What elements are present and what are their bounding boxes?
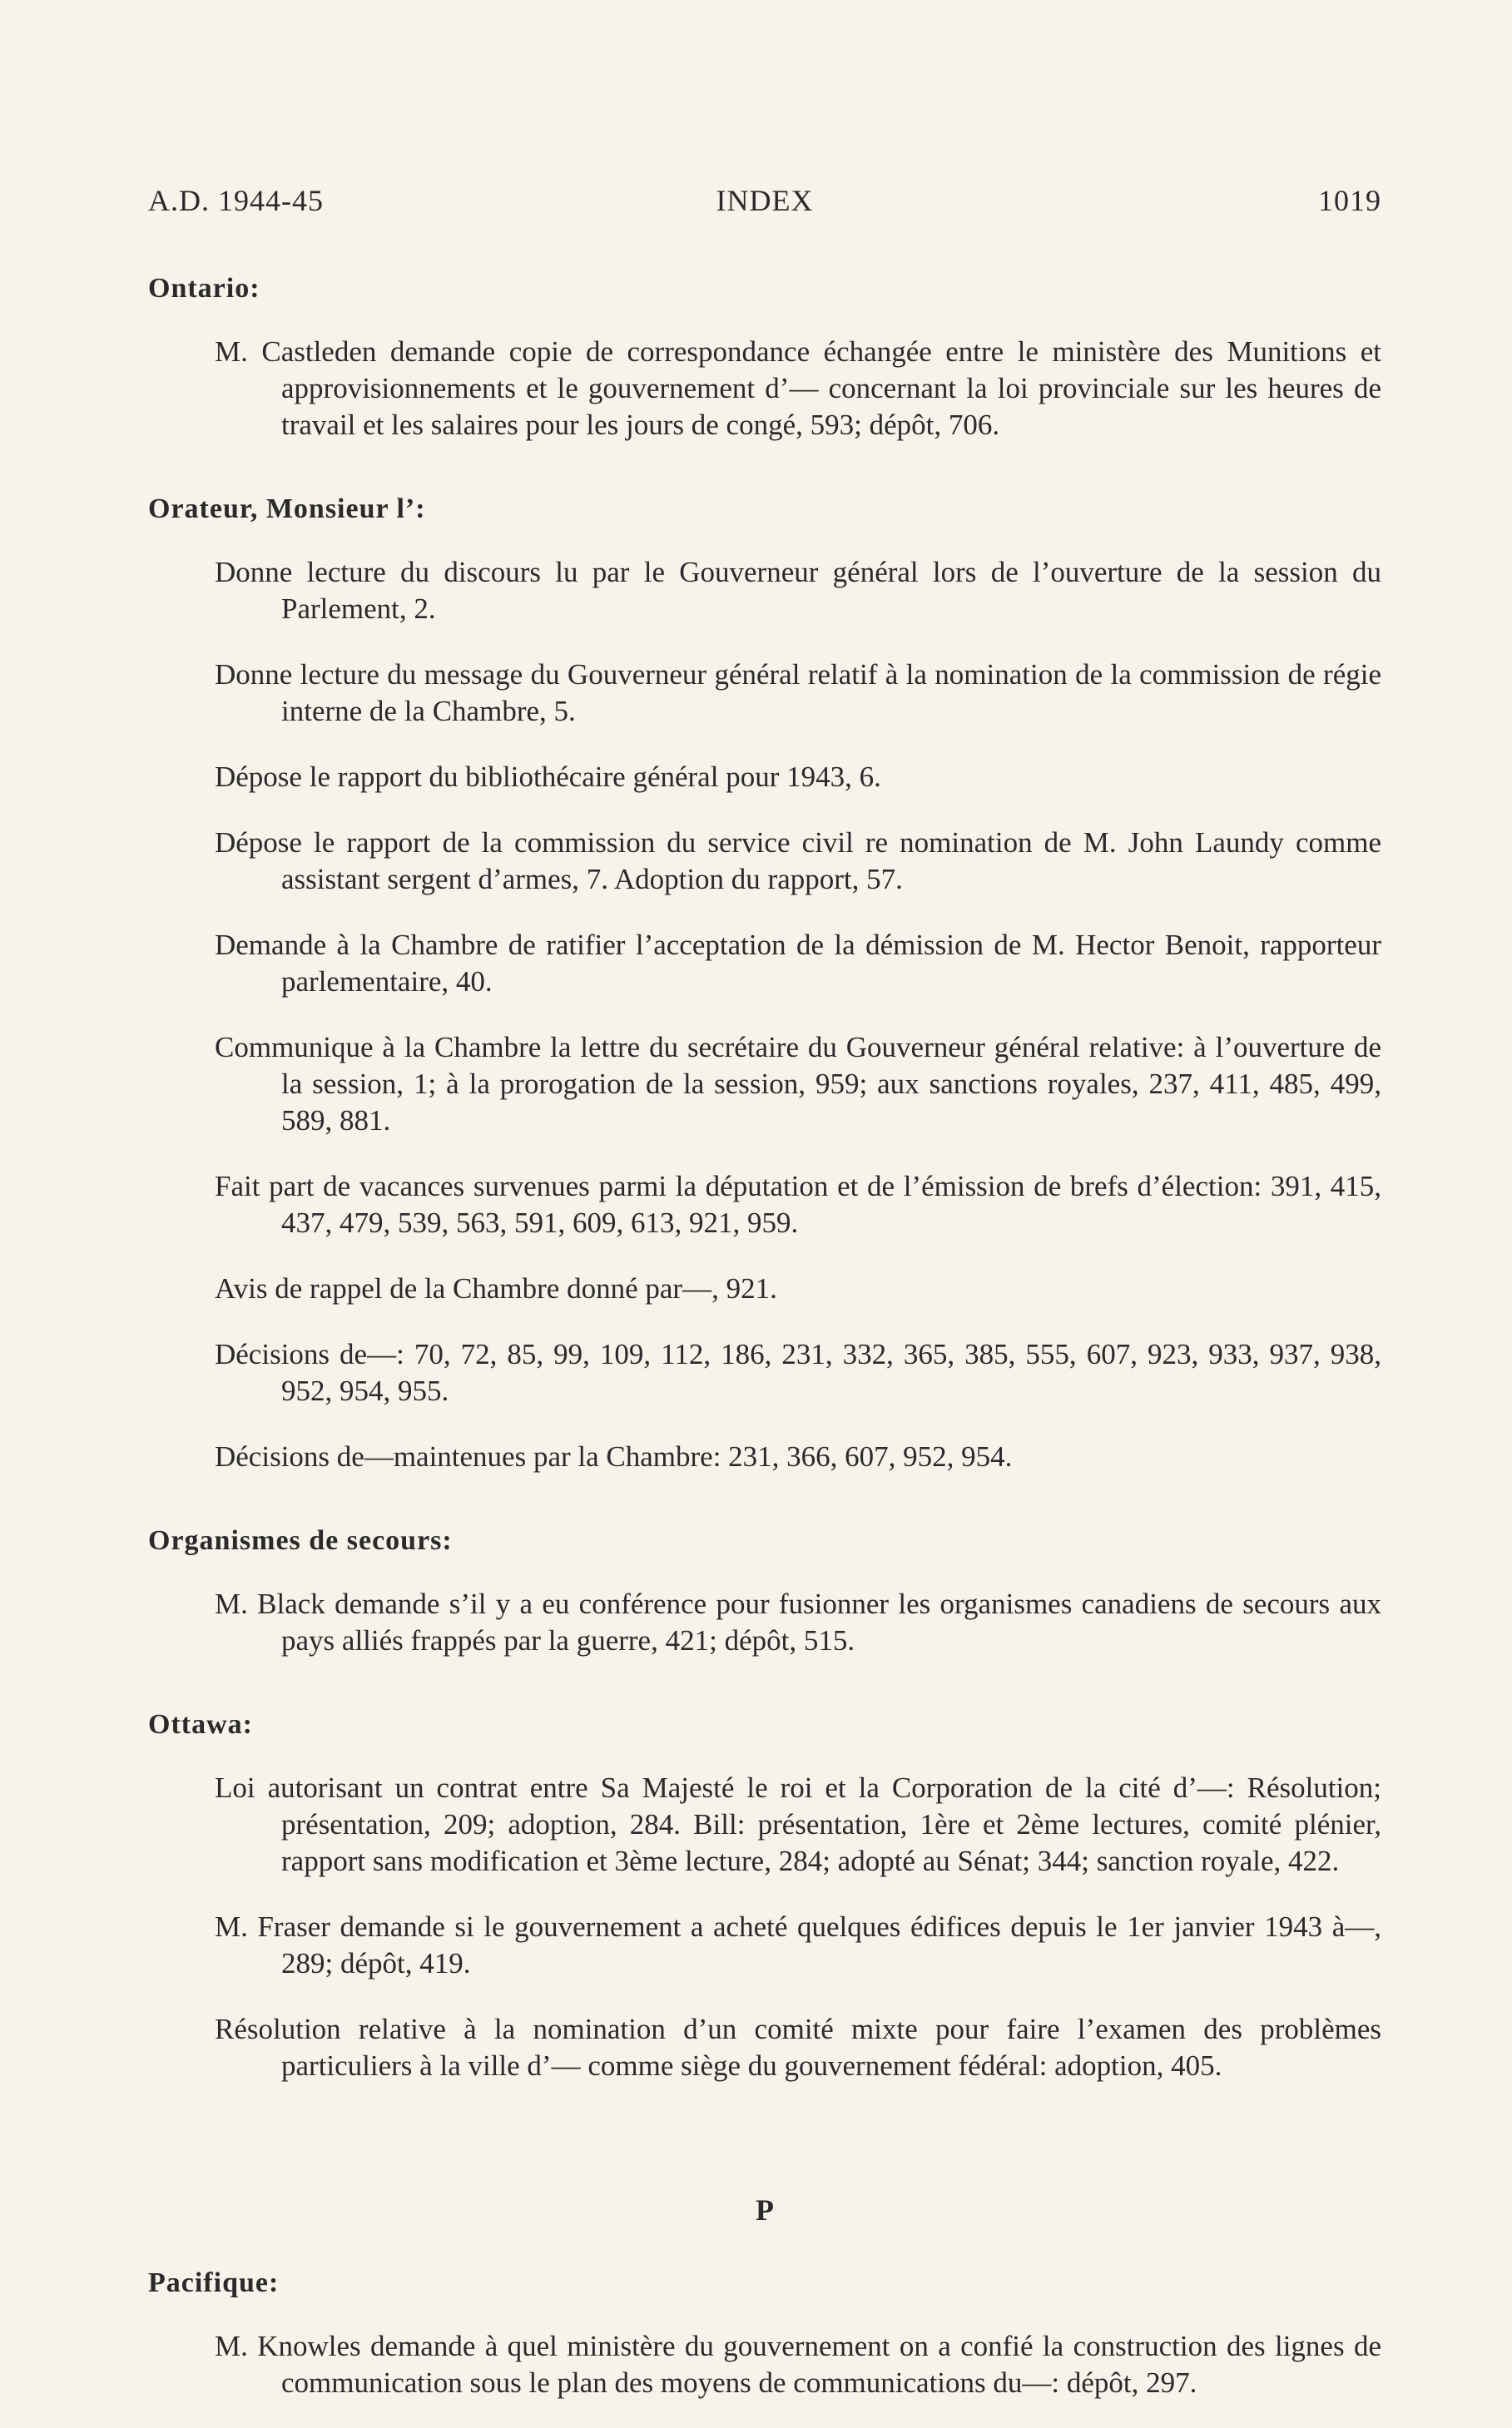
index-entry: Résolution relative à la nomination d’un comité mixte pour faire l’examen des problèmes particuliers à la ville d’— comme siège du gouvernement fédéral: adoption, 405. <box>215 2013 1381 2082</box>
index-entry: Donne lecture du discours lu par le Gouverneur général lors de l’ouverture de la session du Parlement, 2. <box>215 556 1381 625</box>
section-heading: Pacifique: <box>148 2267 280 2298</box>
index-section-orateur <box>148 493 1381 1475</box>
index-entry: Fait part de vacances survenues parmi la députation et de l’émission de brefs d’élection: 391, 415, 437, 479, 539, 563, 591, 609, 613, 921, 959. <box>215 1170 1381 1239</box>
index-entry: M. Fraser demande si le gouvernement a acheté quelques édifices depuis le 1er janvier 1943 à—, 289; dépôt, 419. <box>215 1910 1381 1980</box>
running-head <box>148 183 1381 233</box>
header-year: A.D. 1944-45 <box>148 184 324 217</box>
index-entry: Demande à la Chambre de ratifier l’acceptation de la démission de M. Hector Benoit, rapporteur parlementaire, 40. <box>215 929 1381 998</box>
index-page <box>148 183 1381 2405</box>
index-entry: M. Castleden demande copie de correspondance échangée entre le ministère des Munitions et approvisionnements et le gouvernement d’— concernant la loi provinciale sur les heures de travail et les salaires pour les jours de congé, 593; dépôt, 706. <box>215 335 1381 441</box>
index-section-organismes <box>148 1525 1381 1659</box>
index-entry: Dépose le rapport de la commission du service civil re nomination de M. John Laundy comme assistant sergent d’armes, 7. Adoption du rapport, 57. <box>215 826 1381 895</box>
page-number: 1019 <box>1318 184 1381 217</box>
index-entry: M. Knowles demande à quel ministère du gouvernement on a confié la construction des lignes de communication sous le plan des moyens de communications du—: dépôt, 297. <box>215 2330 1381 2399</box>
index-section-ottawa <box>148 1709 1381 2084</box>
section-heading: Organismes de secours: <box>148 1525 453 1556</box>
index-section-ontario <box>148 273 1381 443</box>
index-entry: Communique à la Chambre la lettre du secrétaire du Gouverneur général relative: à l’ouverture de la session, 1; à la prorogation de la session, 959; aux sanctions royales, 237, 411, 485, 499, 589, 881. <box>215 1031 1381 1137</box>
index-entry: Décisions de—: 70, 72, 85, 99, 109, 112, 186, 231, 332, 365, 385, 555, 607, 923, 933, 937, 938, 952, 954, 955. <box>215 1338 1381 1407</box>
index-entry: M. Black demande s’il y a eu conférence pour fusionner les organismes canadiens de secours aux pays alliés frappés par la guerre, 421; dépôt, 515. <box>215 1588 1381 1657</box>
section-heading: Ottawa: <box>148 1709 253 1740</box>
section-heading: Ontario: <box>148 273 260 304</box>
index-entry: Dépose le rapport du bibliothécaire général pour 1943, 6. <box>215 761 881 793</box>
header-title: INDEX <box>716 184 814 217</box>
index-entry: Donne lecture du message du Gouverneur général relatif à la nomination de la commission de régie interne de la Chambre, 5. <box>215 658 1381 727</box>
index-entry: Avis de rappel de la Chambre donné par—, 921. <box>215 1272 777 1305</box>
letter-heading: P <box>756 2193 774 2227</box>
index-entry: Loi autorisant un contrat entre Sa Majesté le roi et la Corporation de la cité d’—: Résolution; présentation, 209; adoption, 284. Bill: présentation, 1ère et 2ème lectures, comité plénier, rapport sans modification et 3ème lecture, 284; adopté au Sénat; 344; sanction royale, 422. <box>215 1771 1381 1877</box>
section-heading: Orateur, Monsieur l’: <box>148 493 426 524</box>
index-section-pacifique <box>148 2267 1381 2401</box>
index-entry: Décisions de—maintenues par la Chambre: 231, 366, 607, 952, 954. <box>215 1440 1013 1473</box>
